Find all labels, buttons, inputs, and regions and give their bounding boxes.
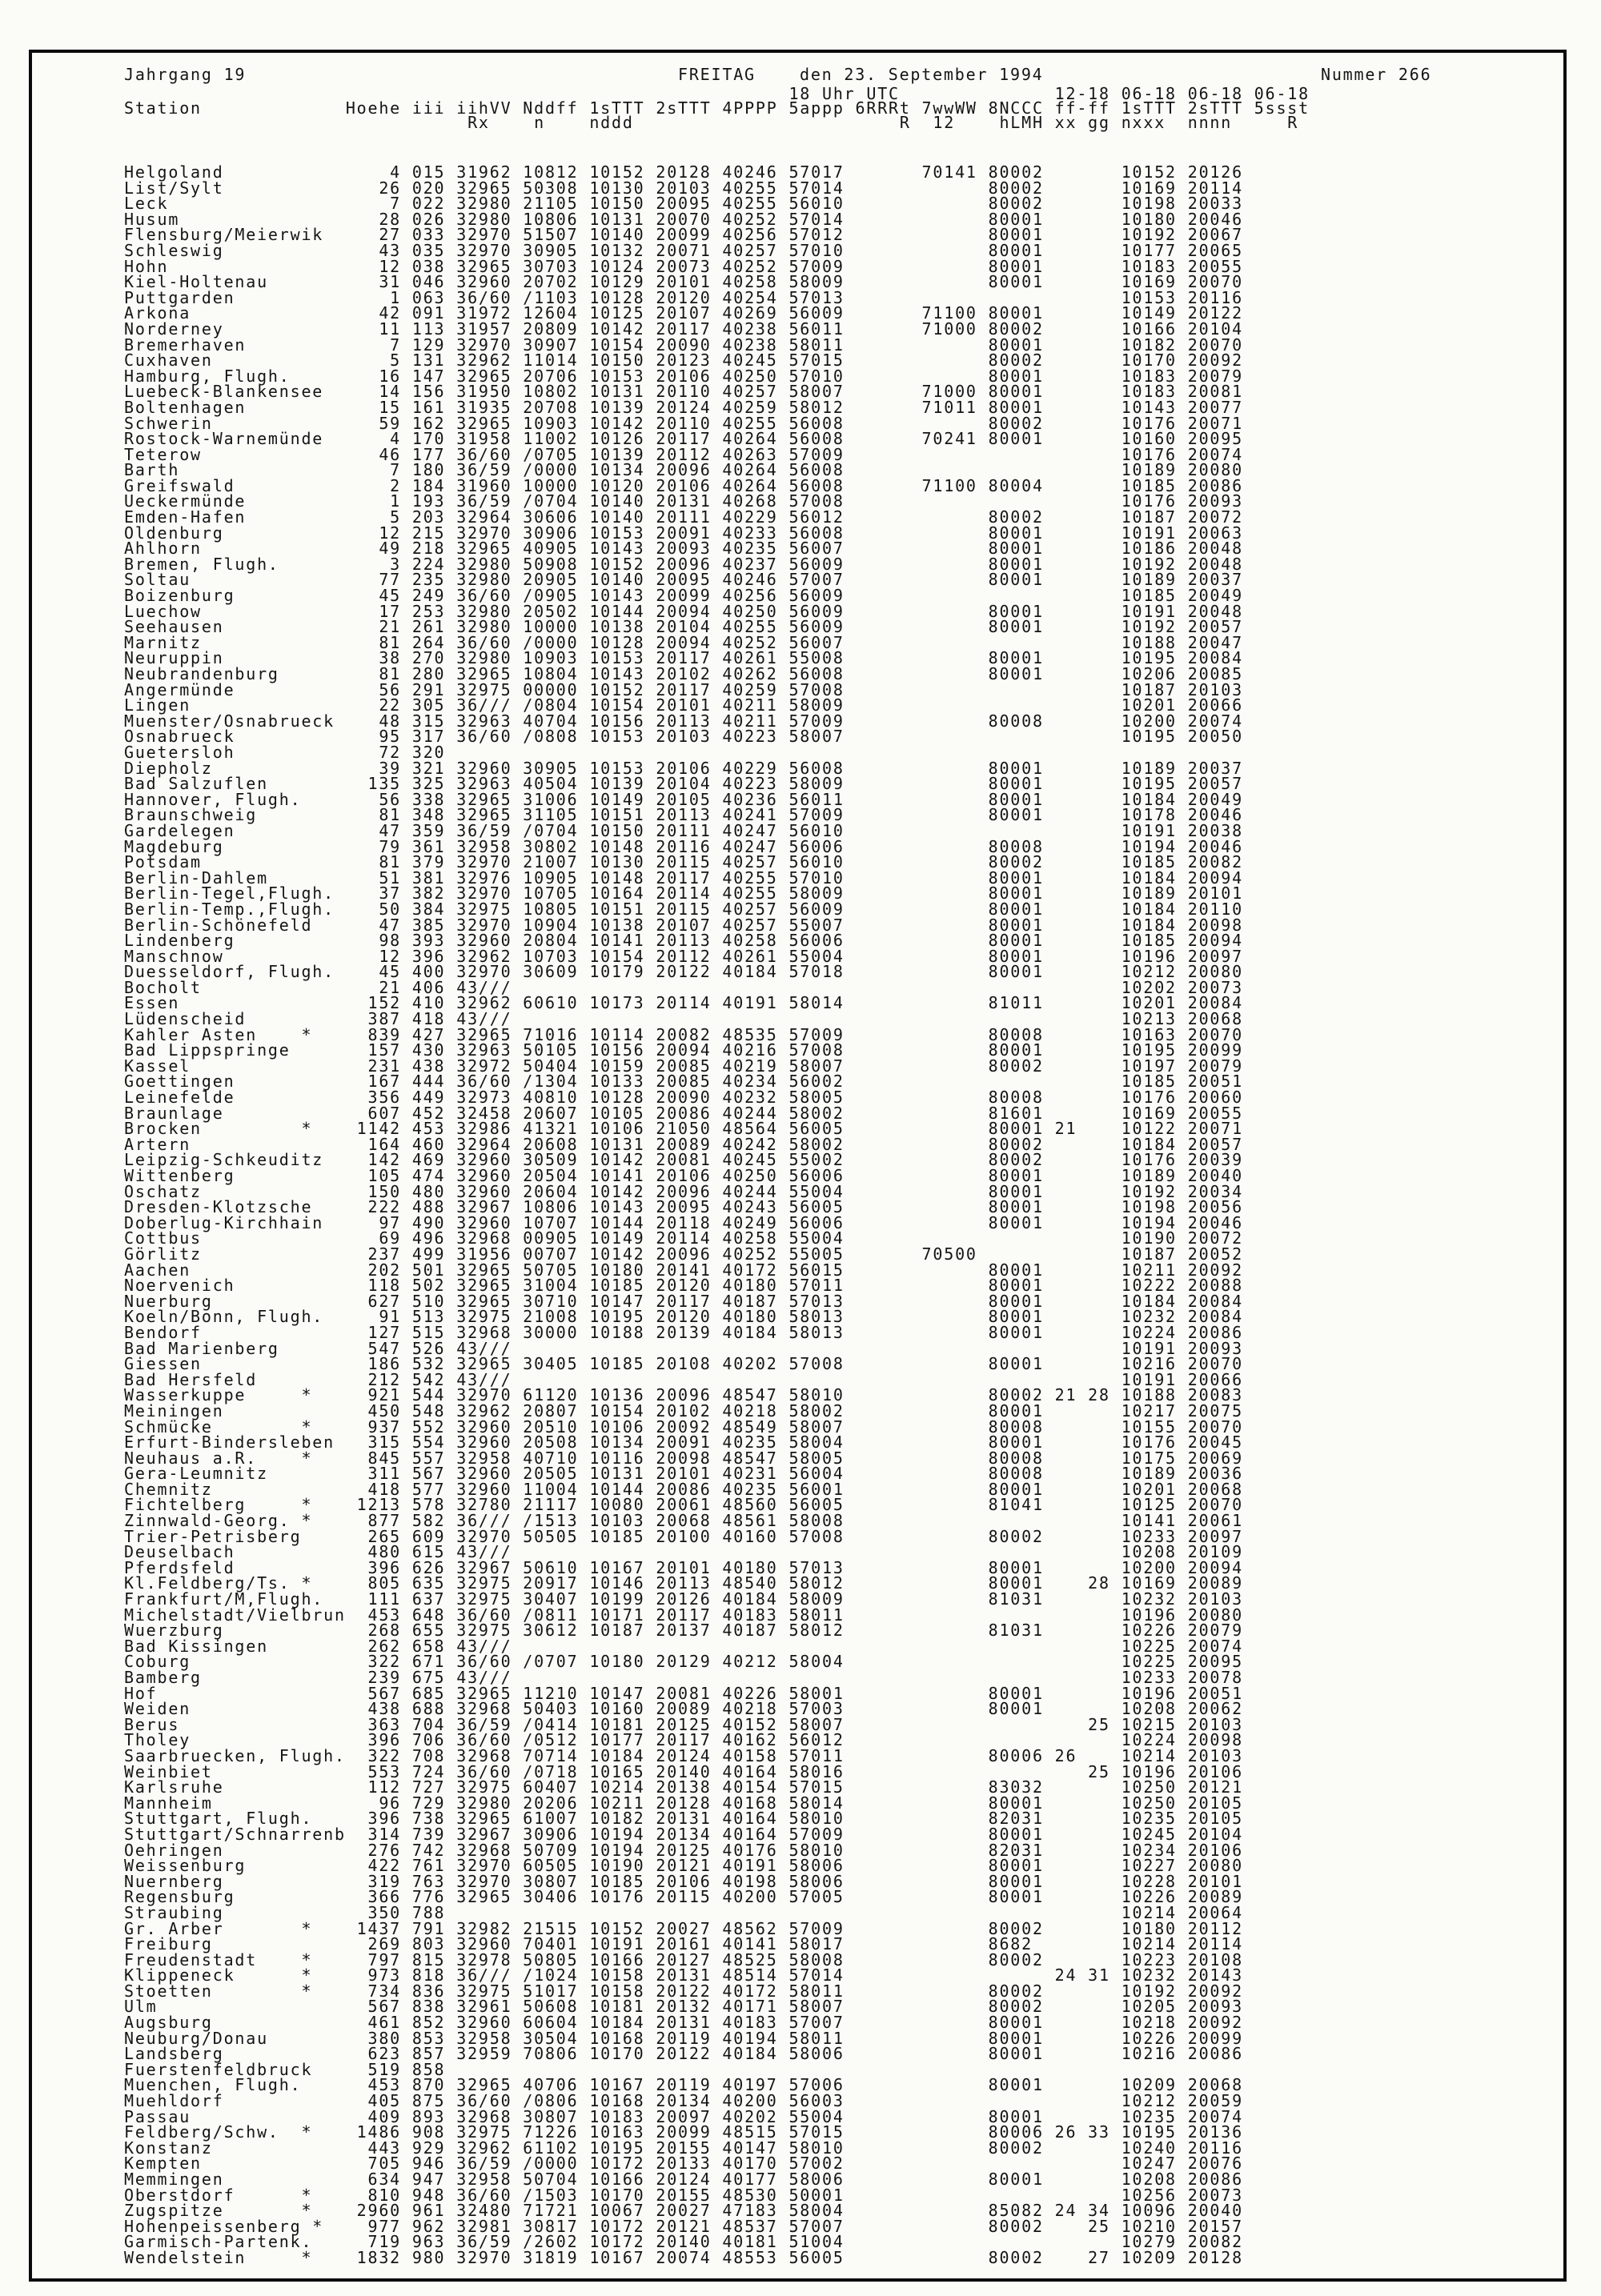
station-row: Muehldorf 405 875 36/60 /0806 10168 20134 40200 56003 10212 20059 [124, 2091, 1243, 2111]
station-row: Neuhaus a.R. * 845 557 32958 40710 10116 20098 48547 58005 80008 10175 20069 [124, 1448, 1243, 1468]
weekday-label: FREITAG [678, 65, 756, 84]
station-row: Tholey 396 706 36/60 /0512 10177 20117 40162 56012 10224 20098 [124, 1730, 1243, 1750]
issue-label: Nummer 266 [1321, 65, 1432, 84]
station-row: Barth 7 180 36/59 /0000 10134 20096 40264 56008 10189 20080 [124, 460, 1243, 480]
station-row: Nuernberg 319 763 32970 30807 10185 20106 40198 58006 80001 10228 20101 [124, 1871, 1243, 1891]
station-row: Wittenberg 105 474 32960 20504 10141 20106 40250 56006 80001 10189 20040 [124, 1166, 1243, 1185]
station-row: Berlin-Schönefeld 47 385 32970 10904 10138 20107 40257 55007 80001 10184 20098 [124, 915, 1243, 935]
station-row: Regensburg 366 776 32965 30406 10176 20115 40200 57005 80001 10226 20089 [124, 1887, 1243, 1907]
station-row: Wasserkuppe * 921 544 32970 61120 10136 20096 48547 58010 80002 21 28 10188 20083 [124, 1385, 1243, 1405]
station-row: Braunschweig 81 348 32965 31105 10151 20113 40241 57009 80001 10178 20046 [124, 805, 1243, 825]
station-row: Memmingen 634 947 32958 50704 10166 20124 40177 58006 80001 10208 20086 [124, 2170, 1243, 2189]
station-row: Freiburg 269 803 32960 70401 10191 20161 40141 58017 8682 10214 20114 [124, 1934, 1243, 1954]
station-row: Berlin-Tegel,Flugh. 37 382 32970 10705 10164 20114 40255 58009 80001 10189 20101 [124, 884, 1243, 904]
station-row: Bremen, Flugh. 3 224 32980 50908 10152 20096 40237 56009 80001 10192 20048 [124, 554, 1243, 574]
period-header-line: 18 Uhr UTC 12-18 06-18 06-18 06-18 [124, 84, 1310, 103]
station-row: Augsburg 461 852 32960 60604 10184 20131 40183 57007 80001 10218 20092 [124, 2013, 1243, 2033]
station-row: Magdeburg 79 361 32958 30802 10148 20116 40247 56006 80008 10194 20046 [124, 836, 1243, 856]
station-row: Arkona 42 091 31972 12604 10125 20107 40269 56009 71100 80001 10149 20122 [124, 303, 1243, 323]
station-row: Berlin-Dahlem 51 381 32976 10905 10148 20117 40255 57010 80001 10184 20094 [124, 868, 1243, 888]
station-row: Schwerin 59 162 32965 10903 10142 20110 40255 56008 80002 10176 20071 [124, 413, 1243, 433]
masthead [124, 66, 1501, 83]
station-row: Luechow 17 253 32980 20502 10144 20094 40250 56009 80001 10191 20048 [124, 601, 1243, 621]
station-row: Gr. Arber * 1437 791 32982 21515 10152 20027 48562 57009 80002 10180 20112 [124, 1918, 1243, 1938]
station-row: Fuerstenfeldbruck 519 858 [124, 2059, 446, 2079]
station-row: Neuruppin 38 270 32980 10903 10153 20117 40261 55008 80001 10195 20084 [124, 648, 1243, 668]
station-row: Leipzig-Schkeuditz 142 469 32960 30509 10142 20081 40245 55002 80002 10176 20039 [124, 1150, 1243, 1170]
station-row: List/Sylt 26 020 32965 50308 10130 20103 40255 57014 80002 10169 20114 [124, 178, 1243, 198]
station-row: Oberstdorf * 810 948 36/60 /1503 10170 20155 48530 50001 10256 20073 [124, 2185, 1243, 2205]
station-row: Lingen 22 305 36/// /0804 10154 20101 40211 58009 10201 20066 [124, 695, 1243, 715]
station-row: Kl.Feldberg/Ts. * 805 635 32975 20917 10146 20113 48540 58012 80001 28 10169 20089 [124, 1573, 1243, 1593]
station-row: Goettingen 167 444 36/60 /1304 10133 20085 40234 56002 10185 20051 [124, 1072, 1243, 1092]
station-row: Husum 28 026 32980 10806 10131 20070 40252 57014 80001 10180 20046 [124, 209, 1243, 229]
column-header-line: Station Hoehe iii iihVV Nddff 1sTTT 2sTTT 4PPPP 5appp 6RRRt 7wwWW 8NCCC ff-ff 1sTTT 2sTTT 5ssst [124, 98, 1310, 118]
station-row: Leinefelde 356 449 32973 40810 10128 20090 40232 58005 80008 10176 20060 [124, 1088, 1243, 1108]
station-row: Kassel 231 438 32972 50404 10159 20085 40219 58007 80002 10197 20079 [124, 1056, 1243, 1076]
station-row: Gardelegen 47 359 36/59 /0704 10150 20111 40247 56010 10191 20038 [124, 820, 1243, 840]
station-row: Karlsruhe 112 727 32975 60407 10214 20138 40154 57015 83032 10250 20121 [124, 1777, 1243, 1797]
station-row: Muenster/Osnabrueck 48 315 32963 40704 10156 20113 40211 57009 80008 10200 20074 [124, 711, 1243, 731]
station-row: Wendelstein * 1832 980 32970 31819 10167 20074 48553 56005 80002 27 10209 20128 [124, 2247, 1243, 2267]
station-row: Seehausen 21 261 32980 10000 10138 20104 40255 56009 80001 10192 20057 [124, 617, 1243, 637]
station-row: Guetersloh 72 320 [124, 742, 446, 762]
station-row: Noervenich 118 502 32965 31004 10185 20120 40180 57011 80001 10222 20088 [124, 1276, 1243, 1296]
station-row: Kempten 705 946 36/59 /0000 10172 20133 40170 57002 10247 20076 [124, 2154, 1243, 2174]
station-row: Lindenberg 98 393 32960 20804 10141 20113 40258 56006 80001 10185 20094 [124, 931, 1243, 951]
station-row: Soltau 77 235 32980 20905 10140 20095 40246 57007 80001 10189 20037 [124, 570, 1243, 590]
station-row: Muenchen, Flugh. 453 870 32965 40706 10167 20119 40197 57006 80001 10209 20068 [124, 2075, 1243, 2095]
station-row: Ahlhorn 49 218 32965 40905 10143 20093 40235 56007 80001 10186 20048 [124, 539, 1243, 559]
station-row: Frankfurt/M,Flugh. 111 637 32975 30407 10199 20126 40184 58009 81031 10232 20103 [124, 1589, 1243, 1609]
station-row: Neubrandenburg 81 280 32965 10804 10143 20102 40262 56008 80001 10206 20085 [124, 664, 1243, 683]
station-row: Ueckermünde 1 193 36/59 /0704 10140 20131 40268 57008 10176 20093 [124, 491, 1243, 511]
station-row: Oehringen 276 742 32968 50709 10194 20125 40176 58010 82031 10234 20106 [124, 1840, 1243, 1860]
station-row: Schmücke * 937 552 32960 20510 10106 20092 48549 58007 80008 10155 20070 [124, 1416, 1243, 1437]
station-row: Bendorf 127 515 32968 30000 10188 20139 40184 58013 80001 10224 20086 [124, 1322, 1243, 1342]
station-row: Diepholz 39 321 32960 30905 10153 20106 40229 56008 80001 10189 20037 [124, 758, 1243, 778]
station-row: Erfurt-Bindersleben 315 554 32960 20508 10134 20091 40235 58004 80001 10176 20045 [124, 1432, 1243, 1453]
station-row: Bad Salzuflen 135 325 32963 40504 10139 20104 40223 58009 80001 10195 20057 [124, 774, 1243, 794]
station-row: Nuerburg 627 510 32965 30710 10147 20117 40187 57013 80001 10184 20084 [124, 1291, 1243, 1311]
station-row: Feldberg/Schw. * 1486 908 32975 71226 10163 20099 48515 57015 80006 26 33 10195 20136 [124, 2122, 1243, 2142]
station-row: Hohn 12 038 32965 30703 10124 20073 40252 57009 80001 10183 20055 [124, 256, 1243, 276]
station-row: Flensburg/Meierwik 27 033 32970 51507 10140 20099 40256 57012 80001 10192 20067 [124, 225, 1243, 245]
station-row: Pferdsfeld 396 626 32967 50610 10167 20101 40180 57013 80001 10200 20094 [124, 1557, 1243, 1577]
station-row: Bocholt 21 406 43/// 10202 20073 [124, 977, 1243, 997]
station-row: Essen 152 410 32962 60610 10173 20114 40191 58014 81011 10201 20084 [124, 993, 1243, 1013]
station-row: Artern 164 460 32964 20608 10131 20089 40242 58002 80002 10184 20057 [124, 1134, 1243, 1154]
station-row: Weiden 438 688 32968 50403 10160 20089 40218 57003 80001 10208 20062 [124, 1699, 1243, 1719]
station-row: Greifswald 2 184 31960 10000 10120 20106 40264 56008 71100 80004 10185 20086 [124, 475, 1243, 495]
station-row: Straubing 350 788 10214 20064 [124, 1902, 1243, 1922]
station-row: Hamburg, Flugh. 16 147 32965 20706 10153 20106 40250 57010 80001 10183 20079 [124, 366, 1243, 386]
station-row: Bremerhaven 7 129 32970 30907 10154 20090 40238 58011 80001 10182 20070 [124, 335, 1243, 355]
station-row: Marnitz 81 264 36/60 /0000 10128 20094 40252 56007 10188 20047 [124, 632, 1243, 652]
station-row: Leck 7 022 32980 21105 10150 20095 40255 56010 80002 10198 20033 [124, 194, 1243, 214]
station-row: Bad Hersfeld 212 542 43/// 10191 20066 [124, 1369, 1243, 1389]
date-label: den 23. September 1994 [800, 65, 1044, 84]
station-row: Potsdam 81 379 32970 21007 10130 20115 40257 56010 80002 10185 20082 [124, 852, 1243, 872]
station-row: Lüdenscheid 387 418 43/// 10213 20068 [124, 1009, 1243, 1029]
station-row: Oschatz 150 480 32960 20604 10142 20096 40244 55004 80001 10192 20034 [124, 1181, 1243, 1201]
station-row: Koeln/Bonn, Flugh. 91 513 32975 21008 10195 20120 40180 58013 80001 10232 20084 [124, 1307, 1243, 1327]
station-row: Passau 409 893 32968 30807 10183 20097 40202 55004 80001 10235 20074 [124, 2106, 1243, 2126]
station-row: Luebeck-Blankensee 14 156 31950 10802 10131 20110 40257 58007 71000 80001 10183 20081 [124, 382, 1243, 402]
station-row: Stoetten * 734 836 32975 51017 10158 20122 40172 58011 80002 10192 20092 [124, 1981, 1243, 2001]
station-row: Klippeneck * 973 818 36/// /1024 10158 20131 48514 57014 24 31 10232 20143 [124, 1965, 1243, 1985]
station-row: Landsberg 623 857 32959 70806 10170 20122 40184 58006 80001 10216 20086 [124, 2044, 1243, 2064]
station-row: Giessen 186 532 32965 30405 10185 20108 40202 57008 80001 10216 20070 [124, 1354, 1243, 1374]
station-row: Bad Marienberg 547 526 43/// 10191 20093 [124, 1338, 1243, 1358]
station-row: Hannover, Flugh. 56 338 32965 31006 10149 20105 40236 56011 80001 10184 20049 [124, 789, 1243, 809]
station-row: Saarbruecken, Flugh. 322 708 32968 70714 10184 20124 40158 57011 80006 26 10214 20103 [124, 1745, 1243, 1765]
station-row: Cottbus 69 496 32968 00905 10149 20114 40258 55004 10190 20072 [124, 1228, 1243, 1248]
subcolumn-header-line: Rx n nddd R 12 hLMH xx gg nxxx nnnn R [124, 113, 1299, 132]
station-row: Dresden-Klotzsche 222 488 32967 10806 10143 20095 40243 56005 80001 10198 20056 [124, 1197, 1243, 1217]
table-header [124, 86, 1310, 130]
station-row: Fichtelberg * 1213 578 32780 21117 10080 20061 48560 56005 81041 10125 20070 [124, 1495, 1243, 1515]
station-row: Gera-Leumnitz 311 567 32960 20505 10131 20101 40231 56004 80008 10189 20036 [124, 1464, 1243, 1484]
station-row: Michelstadt/Vielbrun 453 648 36/60 /0811 10171 20117 40183 58011 10196 20080 [124, 1605, 1243, 1625]
station-row: Brocken * 1142 453 32986 41321 10106 21050 48564 56005 80001 21 10122 20071 [124, 1119, 1243, 1139]
station-row: Berlin-Temp.,Flugh. 50 384 32975 10805 10151 20115 40257 56009 80001 10184 20110 [124, 899, 1243, 919]
station-row: Kahler Asten * 839 427 32965 71016 10114 20082 48535 57009 80008 10163 20070 [124, 1024, 1243, 1044]
station-row: Norderney 11 113 31957 20809 10142 20117 40238 56011 71000 80002 10166 20104 [124, 319, 1243, 339]
station-row: Helgoland 4 015 31962 10812 10152 20128 40246 57017 70141 80002 10152 20126 [124, 162, 1243, 182]
station-row: Görlitz 237 499 31956 00707 10142 20096 40252 55005 70500 10187 20052 [124, 1244, 1243, 1264]
station-row: Teterow 46 177 36/60 /0705 10139 20112 40263 57009 10176 20074 [124, 444, 1243, 464]
station-row: Ulm 567 838 32961 50608 10181 20132 40171 58007 80002 10205 20093 [124, 1997, 1243, 2017]
station-row: Kiel-Holtenau 31 046 32960 20702 10129 20101 40258 58009 80001 10169 20070 [124, 272, 1243, 292]
station-row: Freudenstadt * 797 815 32978 50805 10166 20127 48525 58008 80002 10223 20108 [124, 1949, 1243, 1969]
station-row: Stuttgart/Schnarrenb 314 739 32967 30906 10194 20134 40164 57009 80001 10245 20104 [124, 1824, 1243, 1844]
station-row: Emden-Hafen 5 203 32964 30606 10140 20111 40229 56012 80002 10187 20072 [124, 507, 1243, 527]
station-row: Hof 567 685 32965 11210 10147 20081 40226 58001 80001 10196 20051 [124, 1683, 1243, 1703]
station-row: Boltenhagen 15 161 31935 20708 10139 20124 40259 58012 71011 80001 10143 20077 [124, 397, 1243, 417]
station-row: Stuttgart, Flugh. 396 738 32965 61007 10182 20131 40164 58010 82031 10235 20105 [124, 1809, 1243, 1829]
station-row: Puttgarden 1 063 36/60 /1103 10128 20120 40254 57013 10153 20116 [124, 287, 1243, 307]
station-row: Berus 363 704 36/59 /0414 10181 20125 40152 58007 25 10215 20103 [124, 1714, 1243, 1734]
station-row: Deuselbach 480 615 43/// 10208 20109 [124, 1542, 1243, 1562]
station-row: Mannheim 96 729 32980 20206 10211 20128 40168 58014 80001 10250 20105 [124, 1793, 1243, 1813]
station-row: Meiningen 450 548 32962 20807 10154 20102 40218 58002 80001 10217 20075 [124, 1400, 1243, 1420]
station-row: Bad Lippspringe 157 430 32963 50105 10156 20094 40216 57008 80001 10195 20099 [124, 1040, 1243, 1060]
station-row: Manschnow 12 396 32962 10703 10154 20112 40261 55004 80001 10196 20097 [124, 946, 1243, 966]
station-row: Trier-Petrisberg 265 609 32970 50505 10185 20100 40160 57008 80002 10233 20097 [124, 1526, 1243, 1546]
station-row: Bamberg 239 675 43/// 10233 20078 [124, 1668, 1243, 1687]
station-row: Bad Kissingen 262 658 43/// 10225 20074 [124, 1636, 1243, 1656]
volume-label: Jahrgang 19 [124, 65, 247, 84]
station-row: Weissenburg 422 761 32970 60505 10190 20121 40191 58006 80001 10227 20080 [124, 1856, 1243, 1876]
station-row: Schleswig 43 035 32970 30905 10132 20071 40257 57010 80001 10177 20065 [124, 240, 1243, 260]
station-table [124, 162, 1243, 2267]
station-row: Aachen 202 501 32965 50705 10180 20141 40172 56015 80001 10211 20092 [124, 1260, 1243, 1280]
station-row: Coburg 322 671 36/60 /0707 10180 20129 40212 58004 10225 20095 [124, 1652, 1243, 1672]
station-row: Rostock-Warnemünde 4 170 31958 11002 10126 20117 40264 56008 70241 80001 10160 20095 [124, 429, 1243, 449]
station-row: Zinnwald-Georg. * 877 582 36/// /1513 10103 20068 48561 58008 10141 20061 [124, 1511, 1243, 1531]
station-row: Duesseldorf, Flugh. 45 400 32970 30609 10179 20122 40184 57018 80001 10212 20080 [124, 962, 1243, 982]
station-row: Osnabrueck 95 317 36/60 /0808 10153 20103 40223 58007 10195 20050 [124, 727, 1243, 747]
station-row: Oldenburg 12 215 32970 30906 10153 20091 40233 56008 80001 10191 20063 [124, 523, 1243, 543]
station-row: Boizenburg 45 249 36/60 /0905 10143 20099 40256 56009 10185 20049 [124, 586, 1243, 606]
station-row: Zugspitze * 2960 961 32480 71721 10067 20027 47183 58004 85082 24 34 10096 20040 [124, 2201, 1243, 2221]
station-row: Doberlug-Kirchhain 97 490 32960 10707 10144 20118 40249 56006 80001 10194 20046 [124, 1212, 1243, 1232]
station-row: Hohenpeissenberg * 977 962 32981 30817 10172 20121 48537 57007 80002 25 10210 20157 [124, 2216, 1243, 2236]
station-row: Neuburg/Donau 380 853 32958 30504 10168 20119 40194 58011 80001 10226 20099 [124, 2028, 1243, 2048]
station-row: Garmisch-Partenk. 719 963 36/59 /2602 10172 20140 40181 51004 10279 20082 [124, 2232, 1243, 2252]
station-row: Chemnitz 418 577 32960 11004 10144 20086 40235 56001 80001 10201 20068 [124, 1479, 1243, 1499]
station-row: Braunlage 607 452 32458 20607 10105 20086 40244 58002 81601 10169 20055 [124, 1103, 1243, 1123]
station-row: Konstanz 443 929 32962 61102 10195 20155 40147 58010 80002 10240 20116 [124, 2138, 1243, 2158]
station-row: Weinbiet 553 724 36/60 /0718 10165 20140 40164 58016 25 10196 20106 [124, 1761, 1243, 1781]
station-row: Angermünde 56 291 32975 00000 10152 20117 40259 57008 10187 20103 [124, 679, 1243, 699]
station-row: Wuerzburg 268 655 32975 30612 10187 20137 40187 58012 81031 10226 20079 [124, 1621, 1243, 1641]
station-row: Cuxhaven 5 131 32962 11014 10150 20123 40245 57015 80002 10170 20092 [124, 351, 1243, 371]
